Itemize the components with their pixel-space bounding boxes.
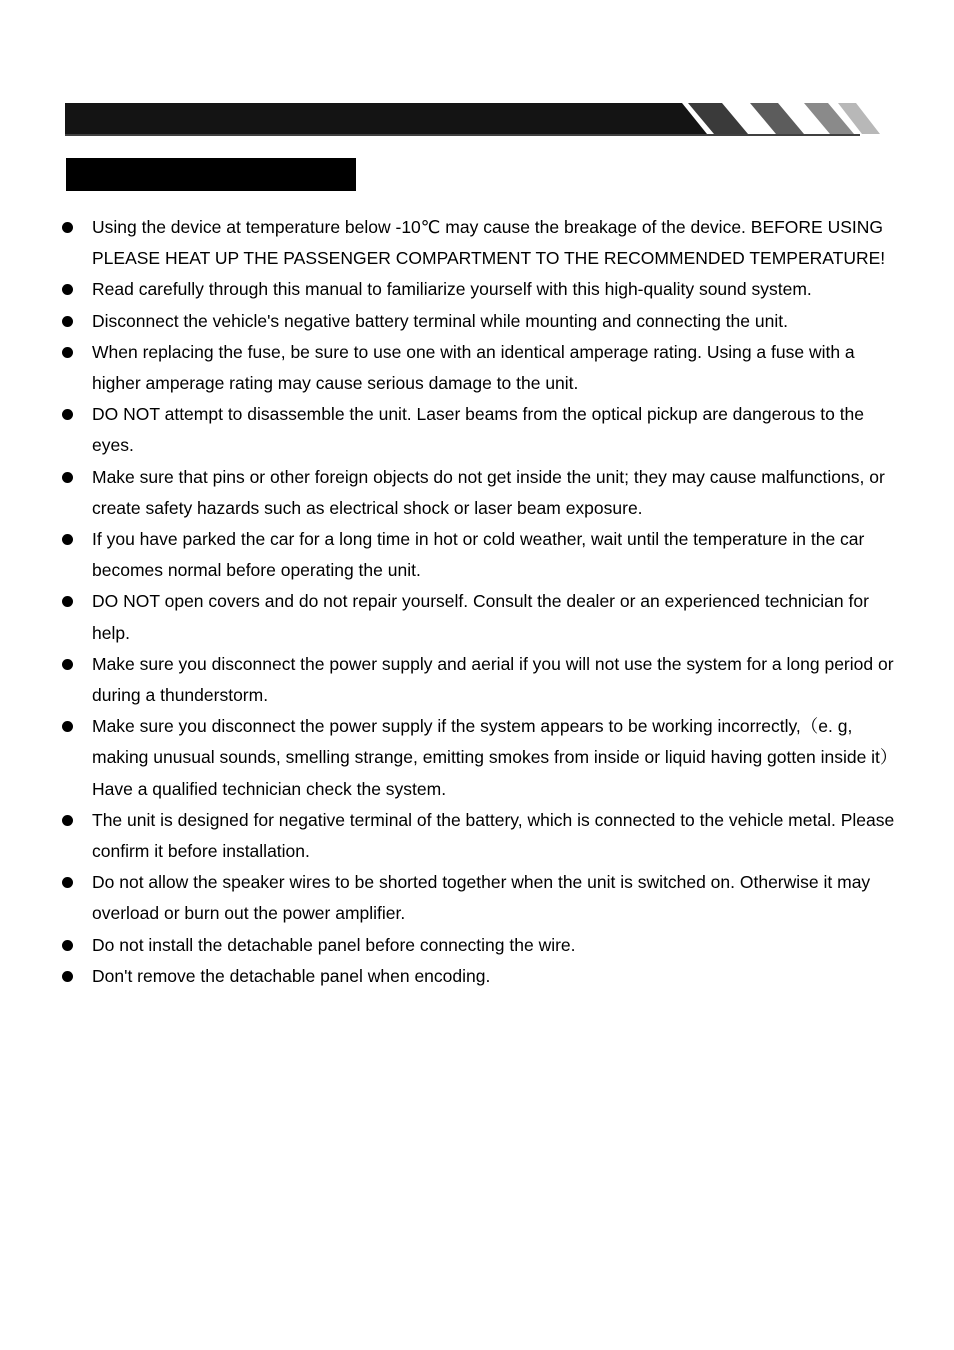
- precaution-item: [0, 274, 954, 305]
- precaution-item: [0, 805, 954, 867]
- precaution-text: Read carefully through this manual to familiarize yourself with this high-quality sound system.: [92, 279, 812, 300]
- bullet-icon: [62, 534, 73, 545]
- precaution-item: [0, 212, 954, 274]
- precaution-item: [0, 961, 954, 992]
- bullet-icon: [62, 316, 73, 327]
- precaution-text: Make sure that pins or other foreign objects do not get inside the unit; they may cause malfunctions, or create safety hazards such as electrical shock or laser beam exposure.: [92, 466, 885, 518]
- header-banner: [62, 100, 882, 140]
- precaution-text: DO NOT attempt to disassemble the unit. Laser beams from the optical pickup are dangerous to the eyes.: [92, 404, 865, 456]
- precaution-text: Make sure you disconnect the power supply and aerial if you will not use the system for a long period or during a thunderstorm.: [92, 653, 894, 706]
- precaution-text: Do not install the detachable panel before connecting the wire.: [92, 934, 576, 955]
- bullet-icon: [62, 815, 73, 826]
- precaution-text: Do not allow the speaker wires to be shorted together when the unit is switched on. Otherwise it may overload or burn out the power amplifier.: [92, 872, 871, 924]
- precaution-item: [0, 399, 954, 461]
- precaution-item: [0, 586, 954, 648]
- precautions-list: [0, 212, 954, 992]
- precaution-text: Don't remove the detachable panel when encoding.: [92, 965, 491, 986]
- precaution-text: The unit is designed for negative terminal of the battery, which is connected to the vehicle metal. Please confirm it before installation.: [92, 809, 895, 862]
- precaution-item: [0, 462, 954, 524]
- precaution-text: Make sure you disconnect the power supply if the system appears to be working incorrectly,（e. g, making unusual sounds, smelling strange, emitting smokes from inside or liquid having gotten inside it） Have a qualified technician check the system.: [92, 716, 898, 799]
- precaution-text: When replacing the fuse, be sure to use one with an identical amperage rating. Using a fuse with a higher amperage rating may cause serious damage to the unit.: [92, 341, 855, 394]
- precaution-text: Disconnect the vehicle's negative battery terminal while mounting and connecting the unit.: [92, 310, 788, 331]
- precaution-item: [0, 524, 954, 586]
- precaution-item: [0, 649, 954, 711]
- precaution-item: [0, 711, 954, 805]
- section-title-bar: [66, 158, 356, 191]
- precaution-text: DO NOT open covers and do not repair yourself. Consult the dealer or an experienced technician for help.: [92, 591, 869, 643]
- precaution-item: [0, 337, 954, 399]
- bullet-icon: [62, 940, 73, 951]
- bullet-icon: [62, 222, 73, 233]
- bullet-icon: [62, 659, 73, 670]
- bullet-icon: [62, 877, 73, 888]
- precaution-text: Using the device at temperature below -10℃ may cause the breakage of the device. BEFORE USING PLEASE HEAT UP THE PASSENGER COMPARTMENT TO THE RECOMMENDED TEMPERATURE!: [92, 217, 886, 269]
- bullet-icon: [62, 596, 73, 607]
- precaution-item: [0, 306, 954, 337]
- bullet-icon: [62, 472, 73, 483]
- bullet-icon: [62, 347, 73, 358]
- bullet-icon: [62, 971, 73, 982]
- precaution-text: If you have parked the car for a long time in hot or cold weather, wait until the temperature in the car becomes normal before operating the unit.: [92, 529, 865, 581]
- header-bar: [65, 103, 707, 134]
- bullet-icon: [62, 721, 73, 732]
- header-stripe-2: [750, 103, 804, 134]
- precaution-item: [0, 867, 954, 929]
- bullet-icon: [62, 409, 73, 420]
- bullet-icon: [62, 284, 73, 295]
- precaution-item: [0, 930, 954, 961]
